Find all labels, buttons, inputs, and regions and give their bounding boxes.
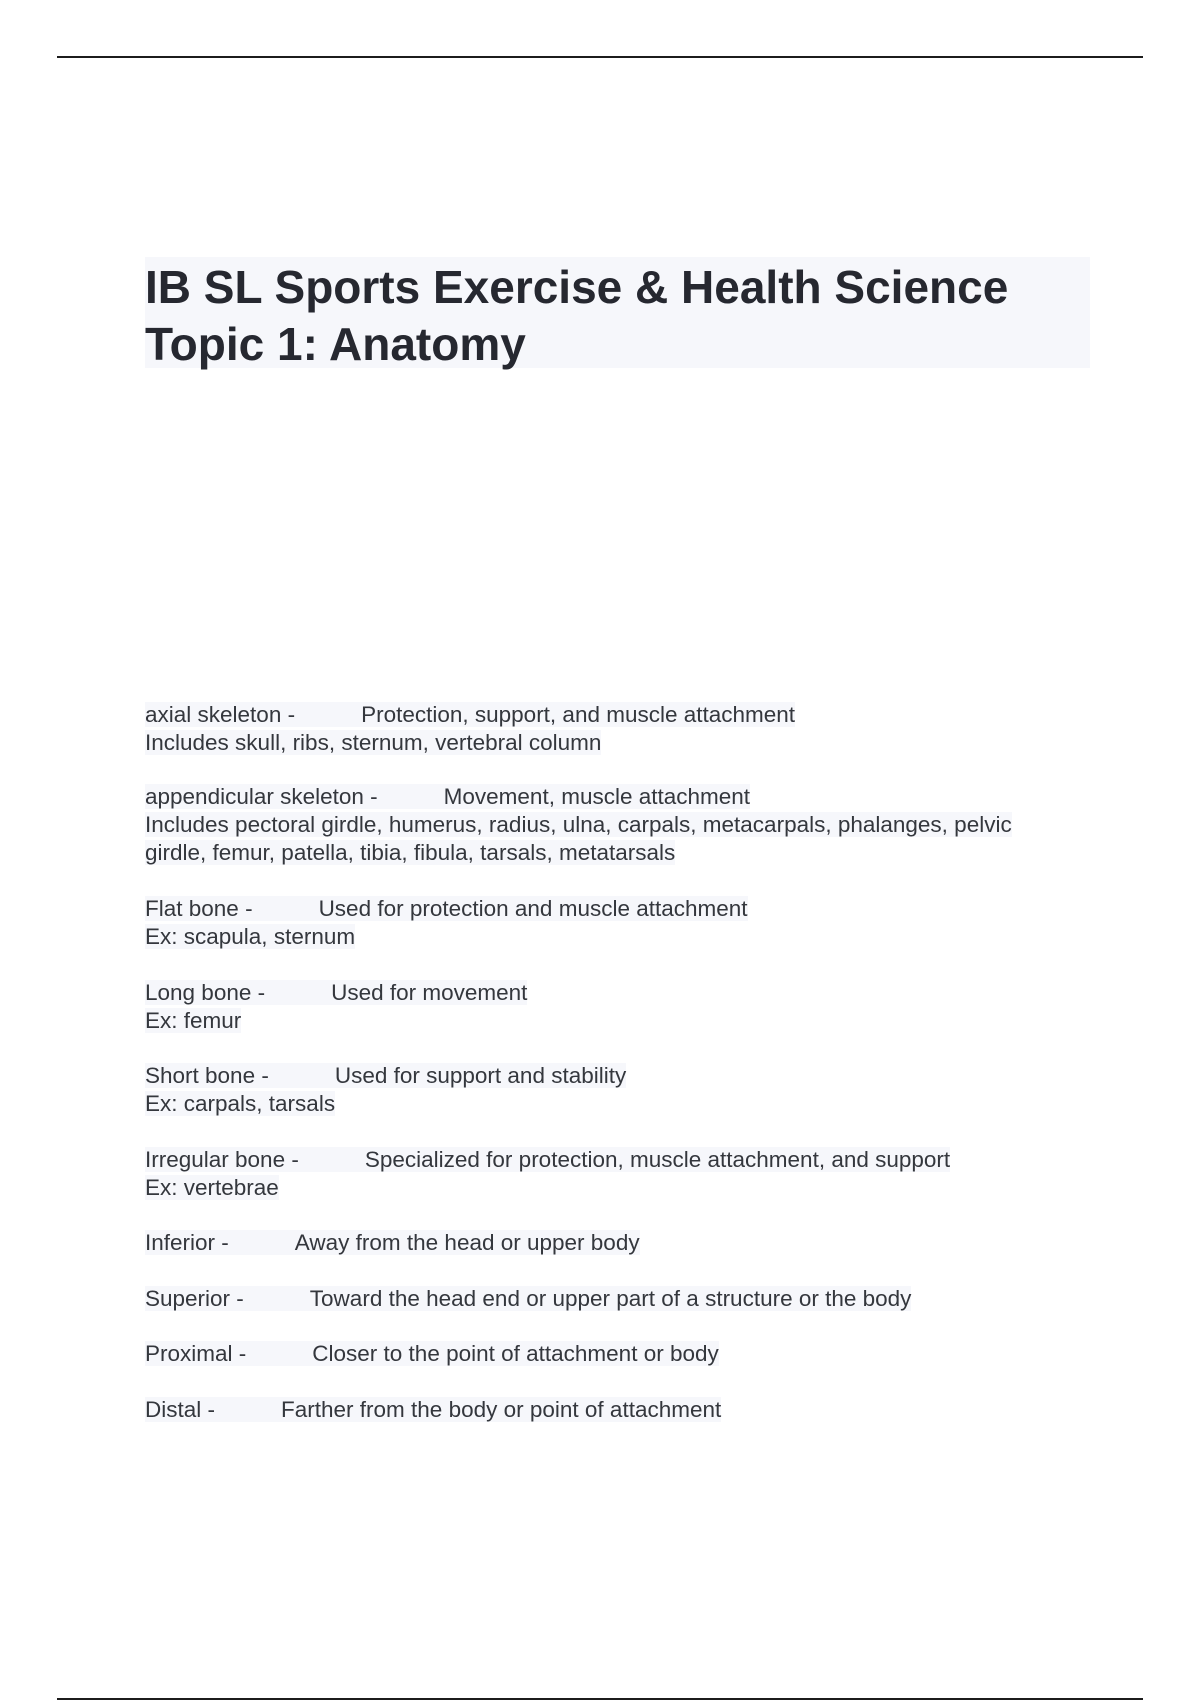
entry-detail: Ex: carpals, tarsals [145, 1091, 336, 1116]
title-line-2: Topic 1: Anatomy [145, 318, 526, 370]
entry-appendicular-skeleton [145, 783, 1095, 867]
entry-term: Proximal - [145, 1341, 247, 1366]
entry-term: Long bone - [145, 980, 266, 1005]
top-rule [57, 56, 1143, 58]
entry-superior [145, 1285, 1095, 1313]
entry-detail: Ex: vertebrae [145, 1175, 279, 1200]
entry-proximal [145, 1340, 1095, 1368]
entry-definition: Closer to the point of attachment or body [312, 1341, 719, 1366]
entry-term: Superior - [145, 1286, 244, 1311]
entry-definition: Toward the head end or upper part of a structure or the body [309, 1286, 912, 1311]
entry-detail: Includes pectoral girdle, humerus, radius, ulna, carpals, metacarpals, phalanges, pelvic [145, 812, 1012, 837]
entry-distal [145, 1396, 1095, 1424]
title-line-1: IB SL Sports Exercise & Health Science [145, 261, 1009, 313]
entry-term: Irregular bone - [145, 1147, 299, 1172]
entry-definition: Protection, support, and muscle attachment [361, 702, 796, 727]
entry-detail: Includes skull, ribs, sternum, vertebral column [145, 730, 602, 755]
entry-term: axial skeleton - [145, 702, 296, 727]
entry-detail: Ex: scapula, sternum [145, 924, 356, 949]
entry-term: Flat bone - [145, 896, 253, 921]
entry-term: Inferior - [145, 1230, 229, 1255]
entry-definition: Away from the head or upper body [294, 1230, 640, 1255]
entry-inferior [145, 1229, 1095, 1257]
entry-definition: Specialized for protection, muscle attachment, and support [364, 1147, 951, 1172]
entry-definition: Used for movement [331, 980, 528, 1005]
entry-term: Short bone - [145, 1063, 269, 1088]
entry-flat-bone [145, 895, 1095, 951]
entry-definition: Used for support and stability [334, 1063, 627, 1088]
entry-irregular-bone [145, 1146, 1095, 1202]
flashcard-list [145, 701, 1095, 1424]
entry-definition: Movement, muscle attachment [443, 784, 751, 809]
entry-short-bone [145, 1062, 1095, 1118]
entry-detail: Ex: femur [145, 1008, 242, 1033]
entry-definition: Farther from the body or point of attachment [281, 1397, 722, 1422]
page-title [145, 257, 1090, 368]
entry-term: appendicular skeleton - [145, 784, 378, 809]
entry-definition: Used for protection and muscle attachment [318, 896, 748, 921]
entry-axial-skeleton [145, 701, 1095, 757]
entry-term: Distal - [145, 1397, 216, 1422]
entry-long-bone [145, 979, 1095, 1035]
entry-detail-continued: girdle, femur, patella, tibia, fibula, tarsals, metatarsals [145, 840, 676, 865]
